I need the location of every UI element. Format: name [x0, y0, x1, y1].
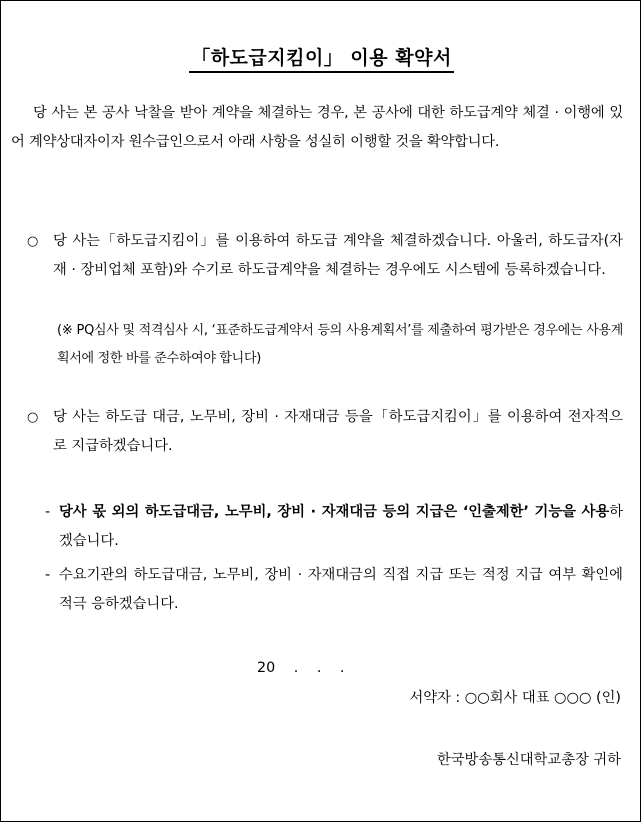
sub-item-1-text: [59, 498, 623, 556]
circle-bullet-icon: ○: [27, 234, 39, 249]
pledge-item-1-text: 당 사는「하도급지킴이」를 이용하여 하도급 계약을 체결하겠습니다. 아울러, 하도급자(자재 · 장비업체 포함)와 수기로 하도급계약을 체결하는 경우에도 시스템에 등록하겠습니다.: [53, 233, 623, 278]
pledge-item-1-note: (※ PQ심사 및 적격심사 시, ‘표준하도급계약서 등의 사용계획서’를 제출하여 평가받은 경우에는 사용계획서에 정한 바를 준수하여야 합니다): [57, 323, 623, 366]
signer-line: 서약자 : ○○회사 대표 ○○○ (인): [409, 690, 621, 706]
date-line: 20 . . .: [257, 660, 345, 676]
dash-bullet-icon: -: [45, 567, 51, 583]
sub-item-2-text: 수요기관의 하도급대금, 노무비, 장비 · 자재대금의 직접 지급 또는 적정 지급 여부 확인에 적극 응하겠습니다.: [59, 567, 623, 612]
sub-item-1: [45, 498, 623, 556]
pledge-item-1: [27, 227, 623, 285]
document-title: [1, 43, 641, 70]
title-text: 「하도급지킴이」 이용 확약서: [189, 47, 454, 73]
pledge-item-2-text: 당 사는 하도급 대금, 노무비, 장비 · 자재대금 등을「하도급지킴이」를 이용하여 전자적으로 지급하겠습니다.: [53, 409, 623, 454]
sub-item-1-bold: 당사 몫 외의 하도급대금, 노무비, 장비 · 자재대금 등의 지급은 ‘인출제한’ 기능을 사용: [59, 504, 610, 520]
dash-bullet-icon: -: [45, 504, 51, 520]
sub-item-2: [45, 561, 623, 619]
sub-item-1-rest: 하겠습니다.: [59, 504, 623, 549]
intro-paragraph: 당 사는 본 공사 낙찰을 받아 계약을 체결하는 경우, 본 공사에 대한 하도급계약 체결 · 이행에 있어 계약상대자이자 원수급인으로서 아래 사항을 성실히 이행할 것을 확약합니다.: [11, 105, 623, 150]
circle-bullet-icon: ○: [27, 410, 39, 425]
pledge-item-2: [27, 403, 623, 461]
recipient-line: 한국방송통신대학교총장 귀하: [436, 752, 621, 768]
